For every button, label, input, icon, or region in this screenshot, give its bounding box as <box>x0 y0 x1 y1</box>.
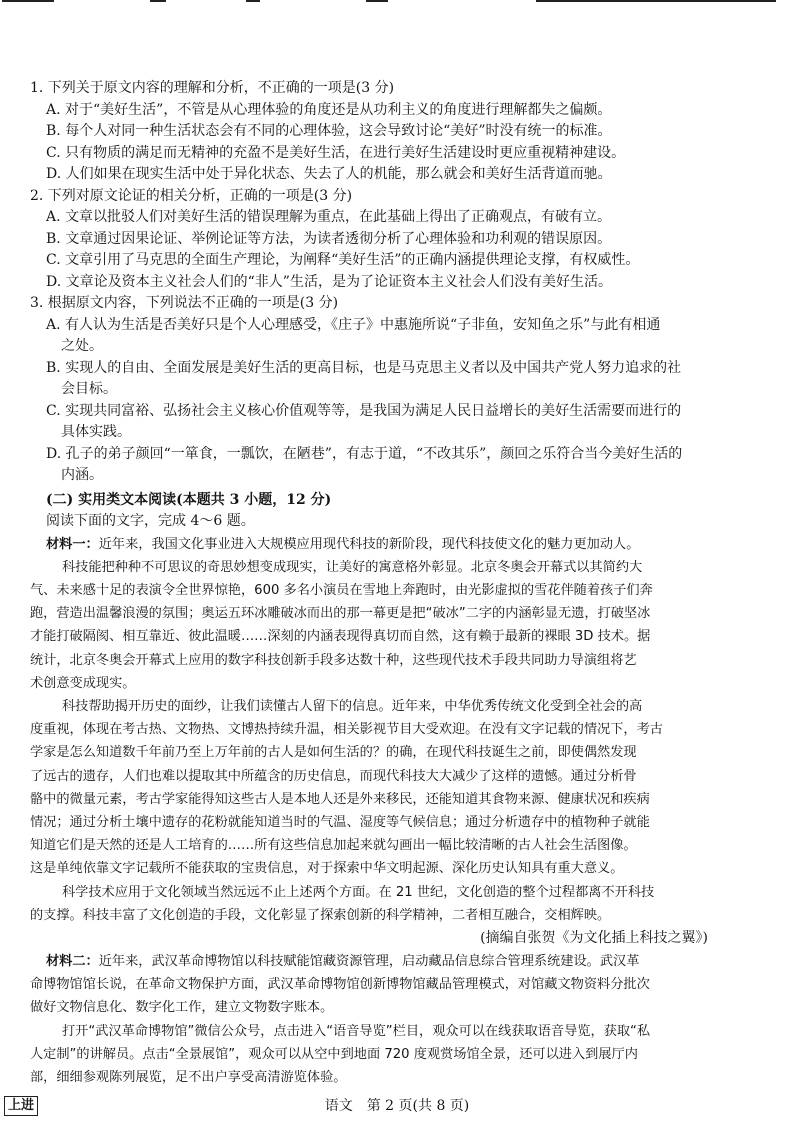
paragraph-line: 学家是怎么知道数千年前乃至上万年前的古人是如何生活的？的确，在现代科技诞生之前，即使偶然发现 <box>30 745 637 761</box>
exam-page <box>30 78 708 1089</box>
paragraph-line: 度重视，体现在考古热、文物热、文博热持续升温，相关影视节目大受欢迎。在没有文字记载的情况下，考古 <box>30 722 663 738</box>
option-line: C. 文章引用了马克思的全面生产理论，为阐释“美好生活”的正确内涵提供理论支撑，有权威性。 <box>46 252 640 268</box>
section-title: (二) 实用类文本阅读(本题共 3 小题，12 分) <box>46 491 332 508</box>
paragraph-line: 部，细细参观陈列展览，足不出户享受高清游览体验。 <box>30 1069 347 1085</box>
paragraph-line: 情况；通过分析土壤中遗存的花粉就能知道当时的气温、湿度等气候信息；通过分析遗存中的植物种子就能 <box>30 814 650 830</box>
option-line: C. 实现共同富裕、弘扬社会主义核心价值观等等，是我国为满足人民日益增长的美好生活需要而进行的 <box>46 402 682 419</box>
paragraph-text: 打开“武汉革命博物馆”微信公众号，点击进入“语音导览”栏目，观众可以在线获取语音导览，获取“私 <box>62 1023 651 1039</box>
material-paragraph <box>30 556 708 579</box>
option-line: C. 只有物质的满足而无精神的充盈不是美好生活，在进行美好生活建设时更应重视精神建设。 <box>46 144 626 161</box>
option-line: B. 每个人对同一种生活状态会有不同的心理体验，这会导致讨论“美好”时没有统一的标准。 <box>46 123 612 139</box>
material-paragraph <box>30 1020 708 1043</box>
question-list <box>30 78 708 487</box>
paragraph-line: 的支撑。科技丰富了文化创造的手段，文化彰显了探索创新的科学精神，二者相互融合，交相辉映。 <box>30 907 611 923</box>
option-line: 内涵。 <box>61 467 103 483</box>
paragraph-text: 近年来，武汉革命博物馆以科技赋能馆藏资源管理，启动藏品信息综合管理系统建设。武汉革 <box>98 953 640 969</box>
top-rule <box>2 0 54 2</box>
material-label: 材料一： <box>46 536 99 552</box>
paragraph-line: 了远古的遗存，人们也难以提取其中所蕴含的历史信息，而现代科技大大减少了这样的遗憾。通过分析骨 <box>30 768 637 784</box>
paragraph-line: 统计，北京冬奥会开幕式上应用的数字科技创新手段多达数十种，这些现代技术手段共同助力导演组将艺 <box>30 652 637 668</box>
paragraph-line: 做好文物信息化、数字化工作，建立文物数字账本。 <box>30 1000 334 1016</box>
option-line: D. 人们如果在现实生活中处于异化状态、失去了人的机能，那么就会和美好生活背道而驰。 <box>46 166 612 182</box>
paragraph-line: 知道它们是天然的还是人工培育的……所有这些信息加起来就勾画出一幅比较清晰的古人社会生活图像。 <box>30 838 637 854</box>
paragraph-line: 骼中的微量元素，考古学家能得知这些古人是本地人还是外来移民，还能知道其食物来源、健康状况和疾病 <box>30 791 650 807</box>
option-line: A. 文章以批驳人们对美好生活的错误理解为重点，在此基础上得出了正确观点，有破有立。 <box>46 209 612 225</box>
option-line: A. 有人认为生活是否美好只是个人心理感受，《庄子》中惠施所说“子非鱼，安知鱼之乐”与此有相通 <box>46 316 661 333</box>
paragraph-line: 术创意变成现实。 <box>30 675 136 691</box>
option-line: 会目标。 <box>61 381 117 397</box>
paragraph-text: 近年来，我国文化事业进入大规模应用现代科技的新阶段，现代科技使文化的魅力更加动人。 <box>98 536 640 552</box>
paragraph-text: 科学技术应用于文化领域当然远远不止上述两个方面。在 21 世纪，文化创造的整个过程都离不开科技 <box>62 884 655 900</box>
publisher-badge: 上进 <box>4 1096 38 1116</box>
question-stem: 3. 根据原文内容，下列说法不正确的一项是(3 分) <box>30 295 339 311</box>
material-paragraph <box>30 950 708 973</box>
question-stem: 1. 下列关于原文内容的理解和分析，不正确的一项是(3 分) <box>30 80 395 96</box>
top-rule <box>150 0 166 2</box>
top-rule <box>366 0 388 2</box>
paragraph-line: 才能打破隔阂、相互靠近、彼此温暖……深刻的内涵表现得真切而自然，这有赖于最新的裸眼 3D 技术。据 <box>30 629 651 645</box>
paragraph-line: 命博物馆馆长说，在革命文物保护方面，武汉革命博物馆创新博物馆藏品管理模式，对馆藏文物资料分批次 <box>30 977 650 993</box>
question-block <box>30 186 708 294</box>
material-paragraph <box>30 695 708 718</box>
top-rule <box>536 0 776 2</box>
paragraph-line: 人定制”的讲解员。点击“全景展馆”，观众可以从空中到地面 720 度观赏场馆全景，还可以进入到展厅内 <box>30 1046 638 1062</box>
option-line: B. 文章通过因果论证、举例论证等方法，为读者透彻分析了心理体验和功利观的错误原因。 <box>46 230 612 247</box>
paragraph-line: 气、未来感十足的表演令全世界惊艳，600 多名小演员在雪地上奔跑时，由光影虚拟的雪花伴随着孩子们奔 <box>30 582 653 598</box>
material-one <box>30 533 708 927</box>
page-top-edge <box>0 0 794 8</box>
material-two <box>30 950 708 1089</box>
material-one-source: (摘编自张贺《为文化插上科技之翼》) <box>480 929 708 946</box>
option-line: D. 文章论及资本主义社会人们的“非人”生活，是为了论证资本主义社会人们没有美好生活。 <box>46 273 612 290</box>
paragraph-text: 科技能把种种不可思议的奇思妙想变成现实，让美好的寓意格外彰显。北京冬奥会开幕式以其简约大 <box>62 559 643 575</box>
paragraph-text: 科技帮助揭开历史的面纱，让我们读懂古人留下的信息。近年来，中华优秀传统文化受到全社会的高 <box>62 698 643 714</box>
material-paragraph <box>30 881 708 904</box>
question-stem: 2. 下列对原文论证的相关分析，正确的一项是(3 分) <box>30 187 353 204</box>
material-paragraph <box>30 533 708 556</box>
material-label: 材料二： <box>46 953 99 969</box>
option-line: D. 孔子的弟子颜回“一箪食，一瓢饮，在陋巷”，有志于道，“不改其乐”，颜回之乐符合当今美好生活的 <box>46 445 683 462</box>
paragraph-line: 这是单纯依靠文字记载所不能获取的宝贵信息，对于探索中华文明起源、深化历史认知具有重大意义。 <box>30 861 624 877</box>
question-block <box>30 78 708 186</box>
paragraph-line: 跑，营造出温馨浪漫的氛围；奥运五环冰雕破冰而出的那一幕更是把“破冰”二字的内涵彰显无遗，打破坚冰 <box>30 606 651 622</box>
option-line: A. 对于“美好生活”，不管是从心理体验的角度还是从功利主义的角度进行理解都失之偏颇。 <box>46 101 612 118</box>
option-line: 具体实践。 <box>61 424 131 440</box>
option-line: B. 实现人的自由、全面发展是美好生活的更高目标，也是马克思主义者以及中国共产党人努力追求的社 <box>46 359 682 376</box>
top-rule <box>246 0 260 2</box>
page-number: 语文 第 2 页(共 8 页) <box>324 1098 470 1114</box>
option-line: 之处。 <box>61 338 103 354</box>
section-instruction: 阅读下面的文字，完成 4～6 题。 <box>46 513 255 529</box>
question-block <box>30 293 708 487</box>
